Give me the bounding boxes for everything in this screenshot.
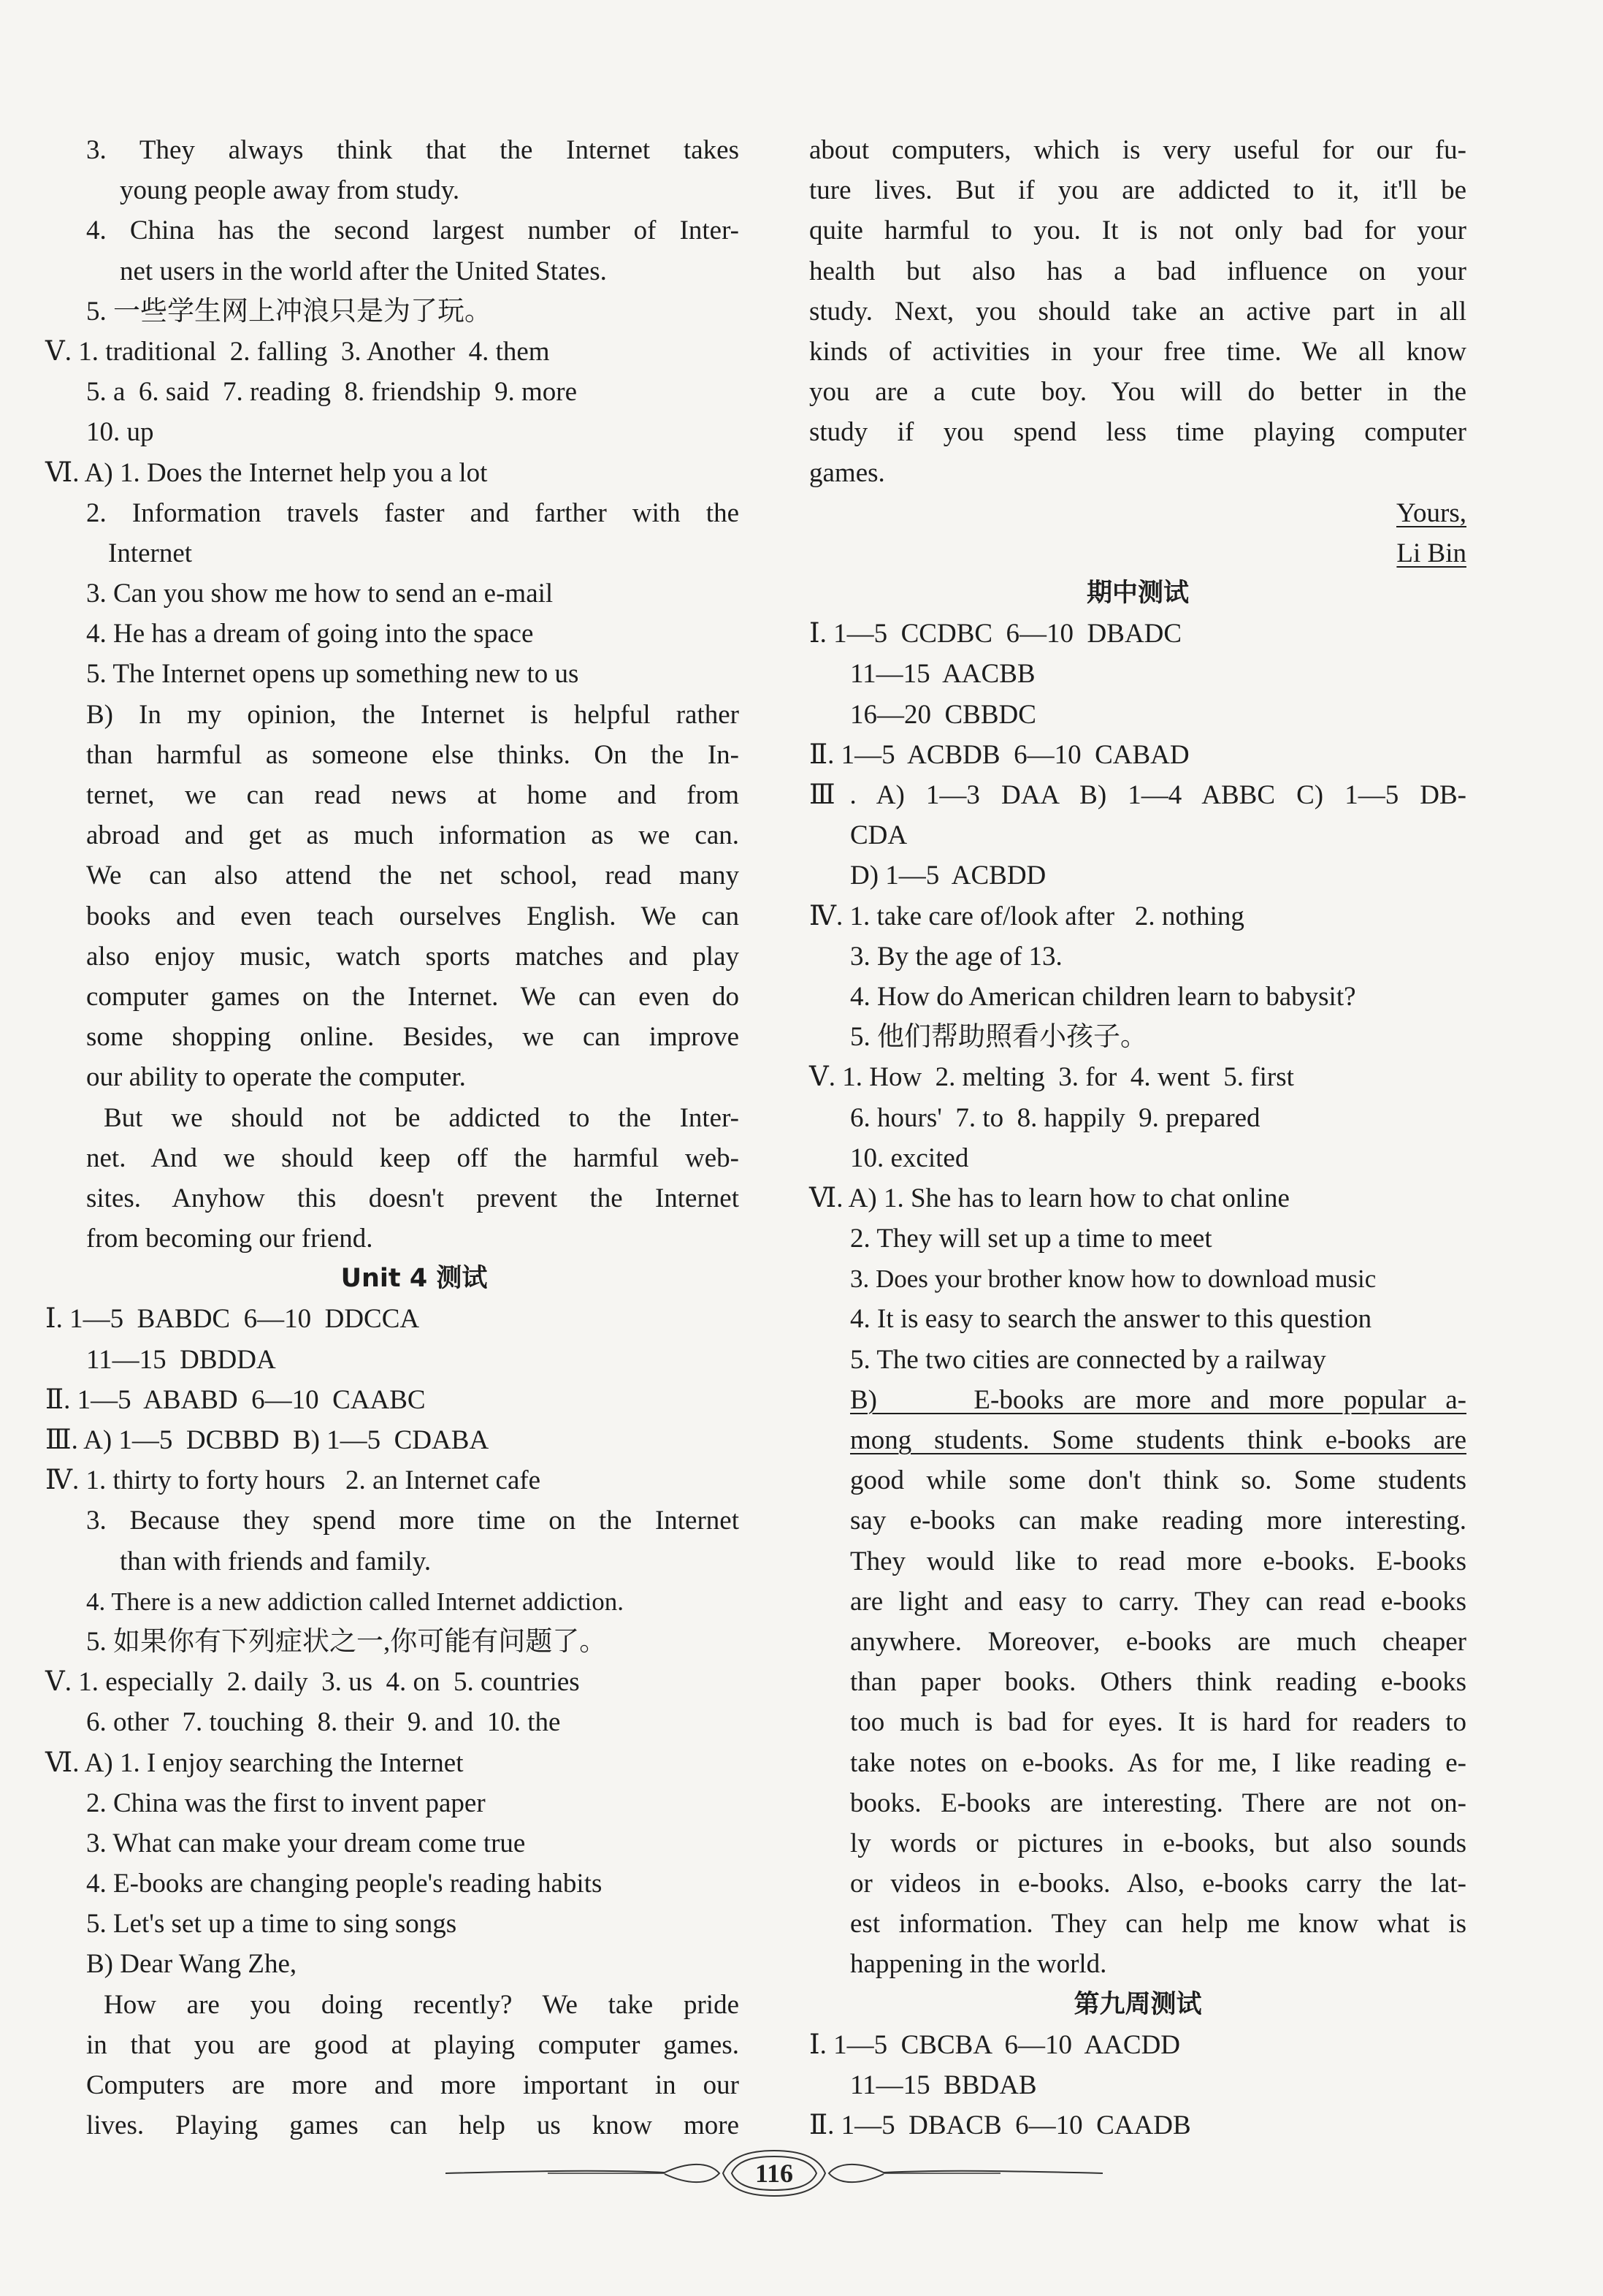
text-line: in that you are good at playing computer games. <box>86 2029 739 2060</box>
text-line: B) In my opinion, the Internet is helpful rather <box>86 699 739 730</box>
text-line: computer games on the Internet. We can even do <box>86 981 739 1012</box>
text-line: Ⅱ. 1—5 ABABD 6—10 CAABC <box>45 1384 426 1415</box>
text-line: 6. hours' 7. to 8. happily 9. prepared <box>850 1102 1260 1133</box>
text-line: mong students. Some students think e-books are <box>850 1425 1466 1455</box>
text-line: 11—15 BBDAB <box>850 2070 1037 2100</box>
text-line: Ⅴ. 1. traditional 2. falling 3. Another 4. them <box>45 336 550 367</box>
text-line: books. E-books are interesting. There are not on- <box>850 1788 1466 1818</box>
text-line: than with friends and family. <box>120 1546 432 1576</box>
text-line: Ⅲ. A) 1—5 DCBBD B) 1—5 CDABA <box>45 1425 489 1455</box>
text-line: 5. 他们帮助照看小孩子。 <box>850 1022 1147 1053</box>
text-line: 11—15 AACBB <box>850 659 1036 690</box>
text-line: take notes on e-books. As for me, I like reading e- <box>850 1747 1466 1778</box>
text-line: Ⅲ. A) 1—3 DAA B) 1—4 ABBC C) 1—5 DB- <box>809 780 1466 810</box>
text-line: 10. excited <box>850 1143 969 1173</box>
text-line: 3. Does your brother know how to download music <box>850 1265 1377 1294</box>
text-line: Ⅰ. 1—5 BABDC 6—10 DDCCA <box>45 1304 420 1335</box>
text-line: 10. up <box>86 417 154 448</box>
text-line: Internet <box>108 538 193 568</box>
text-line: 4. There is a new addiction called Internet addiction. <box>86 1587 624 1616</box>
text-line: Ⅴ. 1. especially 2. daily 3. us 4. on 5. countries <box>45 1667 580 1698</box>
text-line: est information. They can help me know what is <box>850 1909 1466 1940</box>
text-line: 4. E-books are changing people's reading habits <box>86 1869 602 1899</box>
text-line: 2. China was the first to invent paper <box>86 1788 486 1818</box>
text-line: 3. Because they spend more time on the Internet <box>86 1506 739 1536</box>
text-line: Ⅳ. 1. thirty to forty hours 2. an Internet cafe <box>45 1465 541 1496</box>
right-column <box>809 130 1466 2146</box>
text-line: from becoming our friend. <box>86 1224 373 1254</box>
text-line: say e-books can make reading more interesting. <box>850 1506 1466 1536</box>
text-line: good while some don't think so. Some students <box>850 1465 1466 1496</box>
text-line: sites. Anyhow this doesn't prevent the Internet <box>86 1183 739 1213</box>
text-line: than harmful as someone else thinks. On the In- <box>86 739 739 770</box>
text-line: some shopping online. Besides, we can improve <box>86 1022 739 1053</box>
text-line: 3. They always think that the Internet takes <box>86 135 739 165</box>
text-line: Ⅳ. 1. take care of/look after 2. nothing <box>809 901 1244 931</box>
text-line: net. And we should keep off the harmful web- <box>86 1143 739 1173</box>
text-line: 5. The Internet opens up something new to us <box>86 659 579 690</box>
text-line: ternet, we can read news at home and from <box>86 780 739 810</box>
text-line: are light and easy to carry. They can read e-books <box>850 1586 1466 1617</box>
text-line: 4. He has a dream of going into the space <box>86 619 534 649</box>
text-line: abroad and get as much information as we can. <box>86 820 739 851</box>
text-line: you are a cute boy. You will do better in the <box>809 377 1466 408</box>
text-line: 4. How do American children learn to babysit? <box>850 981 1356 1012</box>
text-line: ture lives. But if you are addicted to it, it'll be <box>809 175 1466 206</box>
text-line: 5. Let's set up a time to sing songs <box>86 1909 457 1940</box>
text-line: Computers are more and more important in our <box>86 2070 739 2100</box>
text-line: health but also has a bad influence on your <box>809 256 1466 286</box>
text-line: young people away from study. <box>120 175 460 206</box>
text-line: D) 1—5 ACBDD <box>850 861 1047 891</box>
text-line: or videos in e-books. Also, e-books carry the lat- <box>850 1869 1466 1899</box>
text-line: study if you spend less time playing computer <box>809 417 1466 448</box>
text-line: 2. Information travels faster and farther with the <box>86 497 739 528</box>
text-line: CDA <box>850 820 908 851</box>
text-line: 3. By the age of 13. <box>850 941 1063 972</box>
text-line: our ability to operate the computer. <box>86 1062 466 1093</box>
text-line: 5. 如果你有下列症状之一,你可能有问题了。 <box>86 1626 607 1657</box>
text-line: But we should not be addicted to the Inter- <box>104 1102 739 1133</box>
text-line: lives. Playing games can help us know more <box>86 2110 739 2141</box>
text-line: 5. a 6. said 7. reading 8. friendship 9. more <box>86 377 578 408</box>
text-line: games. <box>809 457 885 488</box>
text-line: 6. other 7. touching 8. their 9. and 10. the <box>86 1707 561 1738</box>
text-line: Ⅵ. A) 1. I enjoy searching the Internet <box>45 1747 464 1778</box>
text-line: 4. China has the second largest number of Inter- <box>86 216 739 246</box>
text-line: Ⅱ. 1—5 DBACB 6—10 CAADB <box>809 2110 1191 2141</box>
text-line: Ⅱ. 1—5 ACBDB 6—10 CABAD <box>809 739 1190 770</box>
text-line: How are you doing recently? We take pride <box>104 1989 739 2020</box>
text-line: Ⅰ. 1—5 CBCBA 6—10 AACDD <box>809 2029 1181 2060</box>
signature-name: Li Bin <box>1396 538 1466 568</box>
text-line: 4. It is easy to search the answer to this question <box>850 1304 1372 1335</box>
text-line: kinds of activities in your free time. We all know <box>809 336 1466 367</box>
text-line: 3. Can you show me how to send an e-mail <box>86 579 554 609</box>
text-line: quite harmful to you. It is not only bad for your <box>809 216 1466 246</box>
text-line: 5. The two cities are connected by a railway <box>850 1344 1326 1375</box>
text-line: Ⅵ. A) 1. She has to learn how to chat online <box>809 1183 1290 1213</box>
text-line: also enjoy music, watch sports matches and play <box>86 941 739 972</box>
page-footer-ornament <box>445 2140 1103 2206</box>
section-heading: 第九周测试 <box>1074 1989 1202 2019</box>
letter-signature <box>809 533 1466 573</box>
text-line: books and even teach ourselves English. We can <box>86 901 739 931</box>
text-line: 3. What can make your dream come true <box>86 1828 526 1858</box>
text-line: happening in the world. <box>850 1949 1107 1980</box>
text-line: Ⅵ. A) 1. Does the Internet help you a lot <box>45 457 488 488</box>
text-line: too much is bad for eyes. It is hard for readers to <box>850 1707 1466 1738</box>
text-line: 5. 一些学生网上冲浪只是为了玩。 <box>86 296 491 327</box>
text-line: than paper books. Others think reading e-books <box>850 1667 1466 1698</box>
text-line: net users in the world after the United States. <box>120 256 607 286</box>
text-line: 2. They will set up a time to meet <box>850 1224 1212 1254</box>
text-line: 16—20 CBBDC <box>850 699 1036 730</box>
closing-yours: Yours, <box>1396 497 1466 528</box>
text-line: B) Dear Wang Zhe, <box>86 1949 297 1980</box>
section-heading: 期中测试 <box>1086 579 1189 609</box>
text-line: B) E-books are more and more popular a- <box>850 1384 1466 1415</box>
text-line: Ⅰ. 1—5 CCDBC 6—10 DBADC <box>809 619 1182 649</box>
left-column <box>45 130 739 2146</box>
text-line: We can also attend the net school, read many <box>86 861 739 891</box>
page-number: 116 <box>754 2159 793 2188</box>
letter-closing <box>809 493 1466 533</box>
text-line: 11—15 DBDDA <box>86 1344 276 1375</box>
text-line: They would like to read more e-books. E-books <box>850 1546 1466 1576</box>
text-line: Ⅴ. 1. How 2. melting 3. for 4. went 5. first <box>809 1062 1294 1093</box>
text-line: about computers, which is very useful for our fu- <box>809 135 1466 165</box>
text-line: anywhere. Moreover, e-books are much cheaper <box>850 1626 1466 1657</box>
section-heading: Unit 4 测试 <box>340 1264 488 1294</box>
text-line: ly words or pictures in e-books, but also sounds <box>850 1828 1466 1858</box>
text-line: study. Next, you should take an active part in all <box>809 296 1466 327</box>
